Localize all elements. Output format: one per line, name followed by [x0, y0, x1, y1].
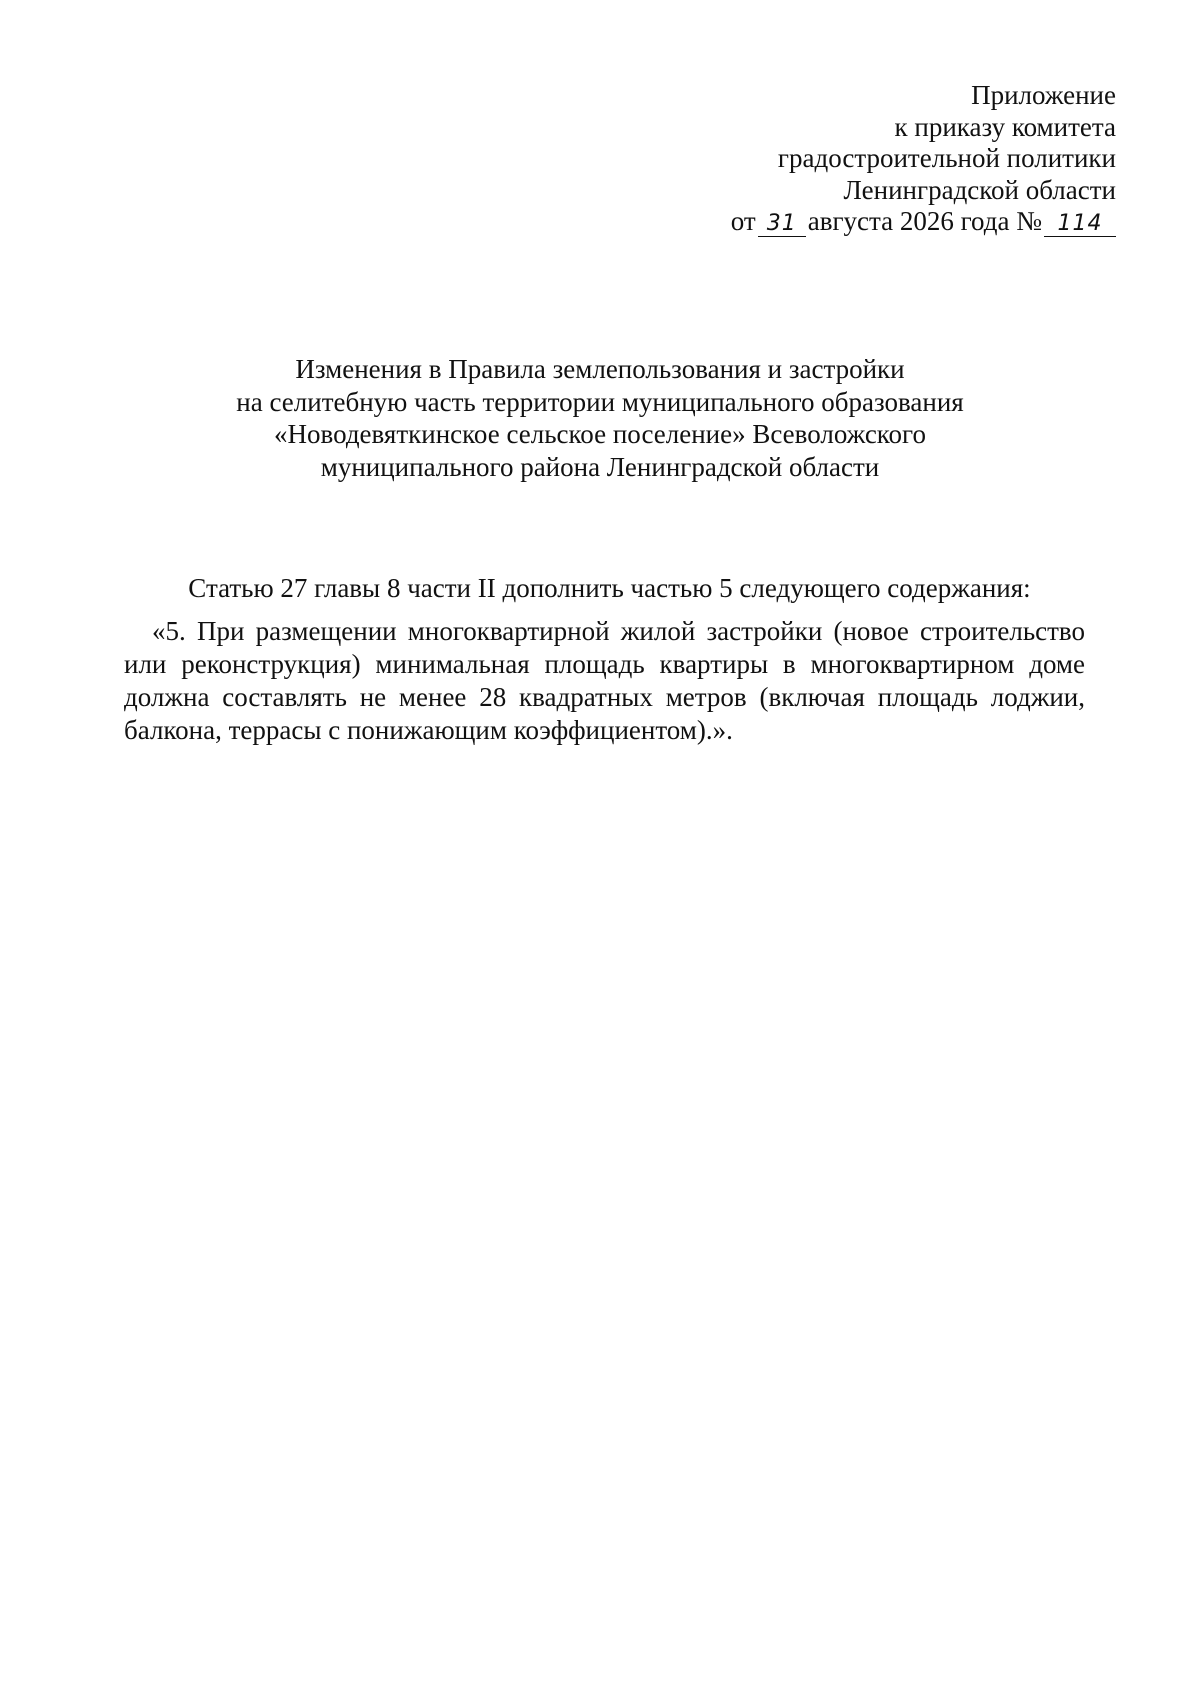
- intro-sentence: Статью 27 главы 8 части II дополнить частью 5 следующего содержания:: [188, 573, 1031, 603]
- appendix-committee: градостроительной политики: [777, 143, 1116, 173]
- document-title: [120, 353, 1080, 483]
- date-day-handwritten: 31: [758, 212, 806, 237]
- appendix-order-ref: к приказу комитета: [894, 111, 1116, 142]
- appendix-header: [516, 80, 1116, 238]
- title-line-1: Изменения в Правила землепользования и застройки: [295, 354, 905, 384]
- amendment-paragraph: «5. При размещении многоквартирной жилой застройки (новое строительство или реконструкция) минимальная площадь квартиры в многоквартирном доме должна составлять не менее 28 квадратных метров (включая площадь лоджии, балкона, террасы с понижающим коэффициентом).».: [124, 616, 1085, 745]
- date-month-year: августа 2026 года №: [807, 206, 1042, 236]
- title-line-2: на селитебную часть территории муниципального образования: [236, 386, 964, 417]
- appendix-date-line: [516, 206, 1116, 238]
- document-body: [124, 572, 1085, 747]
- appendix-region: Ленинградской области: [843, 174, 1116, 205]
- order-number-handwritten: 114: [1044, 212, 1116, 237]
- appendix-label: Приложение: [971, 80, 1116, 110]
- date-prefix: от: [730, 206, 756, 236]
- title-line-3: «Новодевяткинское сельское поселение» Всеволожского: [274, 419, 926, 449]
- title-line-4: муниципального района Ленинградской области: [320, 451, 880, 482]
